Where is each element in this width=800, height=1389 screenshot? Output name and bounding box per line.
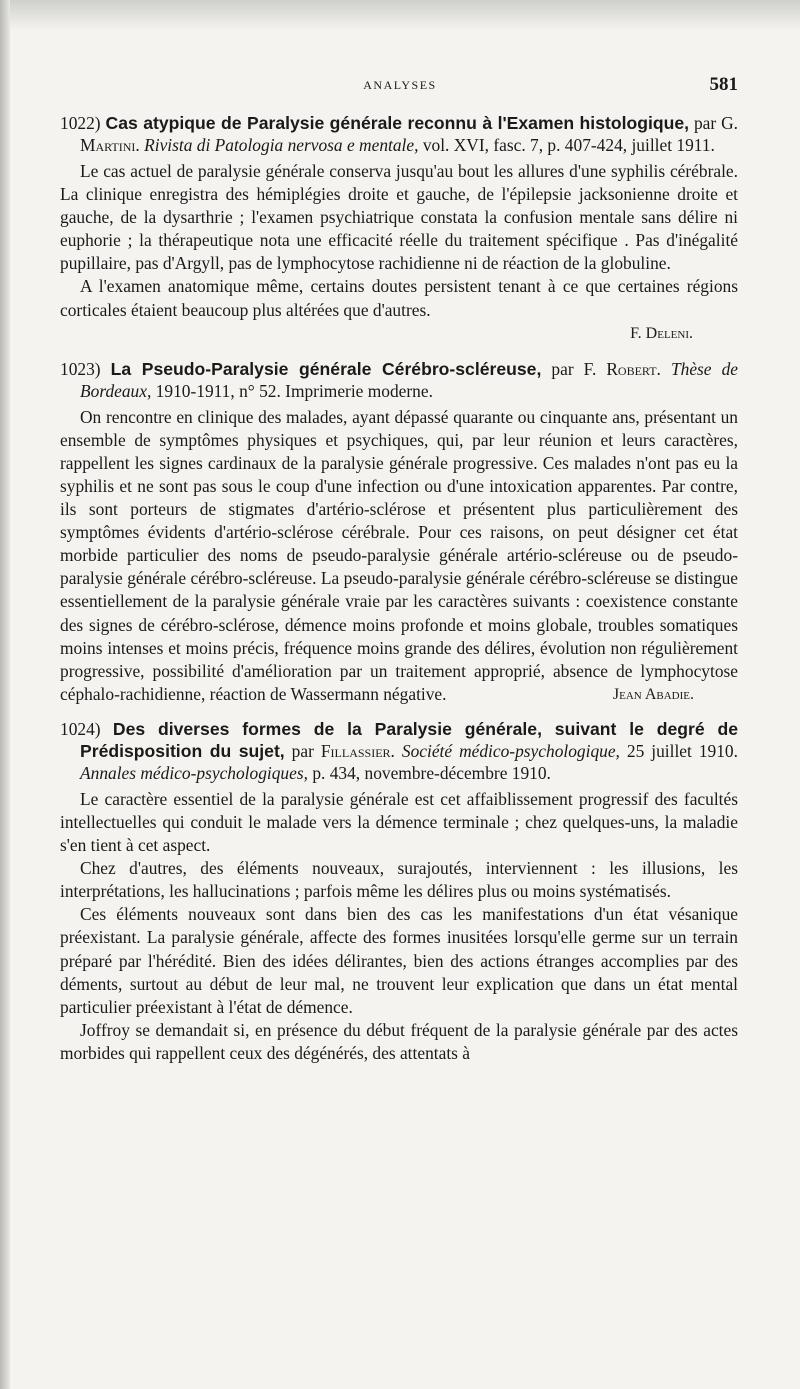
author-prefix: par: [551, 358, 574, 379]
entry-source-details: 1910-1911, n° 52. Imprimerie moderne.: [155, 380, 433, 401]
author-prefix: par: [291, 740, 314, 761]
signature: Jean Abadie.: [612, 685, 694, 703]
author-prefix: par: [693, 113, 717, 133]
entry-1024: [60, 718, 738, 1065]
paragraph: Le caractère essentiel de la paralysie générale est cet affaiblissement progressif des facultés intellectuelles qui conduit le malade vers la démence terminale ; chez quelques-uns, la maladie s'en tient à cet aspect.: [60, 788, 738, 856]
scan-top-shadow: [0, 0, 800, 30]
entry-1022: [60, 112, 738, 345]
paragraph-text: On rencontre en clinique des malades, ayant dépassé quarante ou cinquante ans, présentant un ensemble de symptômes physiques et psychiques, qui, par leur réunion et leurs caractères, rappellent les signes cardinaux de la paralysie générale progressive. Ces malades n'ont pas eu la syphilis et ne sont pas sous le coup d'une infection ou d'une intoxication apparentes. Par contre, ils sont porteurs de stigmates d'artério-sclérose et présentent plus particulièrement des symptômes évidents d'artério-sclérose cérébrale. Pour ces raisons, on peut désigner cet état morbide particulier des noms de pseudo-paralysie générale artério-scléreuse ou de pseudo-paralysie générale cérébro-scléreuse. La pseudo-paralysie générale cérébro-scléreuse se distingue essentiellement de la paralysie générale vraie par les caractères suivants : coexistence constante des signes de cérébro-sclérose, démence moins profonde et moins globale, troubles somatiques moins intenses et moins précis, fréquence moins grande des délires, évolution non régulièrement progressive, possibilité d'amélioration par un traitement approprié, absence de lymphocytose céphalo-rachidienne, réaction de Wassermann négative.: [60, 406, 738, 704]
entry-author: Fillassier.: [320, 740, 395, 761]
paragraph: Ces éléments nouveaux sont dans bien des cas les manifestations d'un état vésanique préexistant. La paralysie générale, affecte des formes inusitées lorsqu'elle germe sur un terrain préparé par l'hérédité. Bien des idées délirantes, bien des actions étranges accomplies par des déments, surtout au début de leur mal, ne trouvent leur explication que dans un état mental particulier préexistant à l'état de démence.: [60, 904, 738, 1017]
paragraph: [60, 406, 738, 706]
entry-title: Cas atypique de Paralysie générale reconnu à l'Examen histologique,: [105, 113, 690, 133]
entry-number: 1024): [60, 718, 101, 739]
paragraph: Joffroy se demandait si, en présence du début fréquent de la paralysie générale par des actes morbides qui rappellent ceux des dégénérés, des attentats à: [60, 1019, 738, 1063]
scan-left-edge: [0, 0, 10, 1389]
entry-spacer: [60, 345, 738, 358]
signature: F. Deleni.: [630, 324, 693, 342]
entry-author: F. Robert.: [583, 358, 661, 379]
paragraph: Chez d'autres, des éléments nouveaux, surajoutés, interviennent : les illusions, les interprétations, les hallucinations ; parfois même les délires plus ou moins systématisés.: [60, 858, 738, 902]
entry-source-details: vol. XVI, fasc. 7, p. 407-424, juillet 1911.: [422, 135, 715, 155]
entry-source-secondary-details: p. 434, novembre-décembre 1910.: [312, 762, 551, 783]
entry-heading: [60, 358, 738, 402]
entry-source-secondary: Annales médico-psychologiques,: [80, 762, 308, 783]
paragraph: A l'examen anatomique même, certains doutes persistent tenant à ce que certaines régions corticales étaient beaucoup plus altérées que d'autres.: [60, 276, 738, 320]
entry-title: Des diverses formes de la Paralysie générale, suivant le degré de Prédisposition du sujet,: [80, 718, 738, 761]
entry-title: La Pseudo-Paralysie générale Cérébro-scléreuse,: [110, 358, 542, 379]
entry-heading: [60, 112, 738, 156]
entry-source: Rivista di Patologia nervosa e mentale,: [144, 135, 419, 155]
entry-author: G. Martini.: [80, 113, 738, 155]
running-head: ANALYSES: [363, 78, 437, 92]
page-header: [62, 74, 738, 98]
page-number: 581: [709, 74, 738, 95]
entry-heading: [60, 718, 738, 784]
page-body: [60, 112, 738, 1065]
entry-spacer: [60, 706, 738, 718]
entry-1023: [60, 358, 738, 706]
entry-source: Thèse de Bordeaux,: [80, 358, 738, 401]
entry-source-details: 25 juillet 1910.: [626, 740, 738, 761]
entry-source: Société médico-psychologique,: [401, 740, 620, 761]
entry-number: 1023): [60, 358, 101, 379]
entry-number: 1022): [60, 113, 101, 133]
paragraph: Le cas actuel de paralysie générale conserva jusqu'au bout les allures d'une syphilis cérébrale. La clinique enregistra des hémiplégies droite et gauche, de l'épilepsie jacksonienne droite et gauche, de la dysarthrie ; l'examen psychiatrique constata la confusion mentale sans délire ni euphorie ; la thérapeutique nota une efficacité réelle du traitement spécifique . Pas d'inégalité pupillaire, pas d'Argyll, pas de lymphocytose rachidienne ni de réaction de la globuline.: [60, 161, 738, 274]
